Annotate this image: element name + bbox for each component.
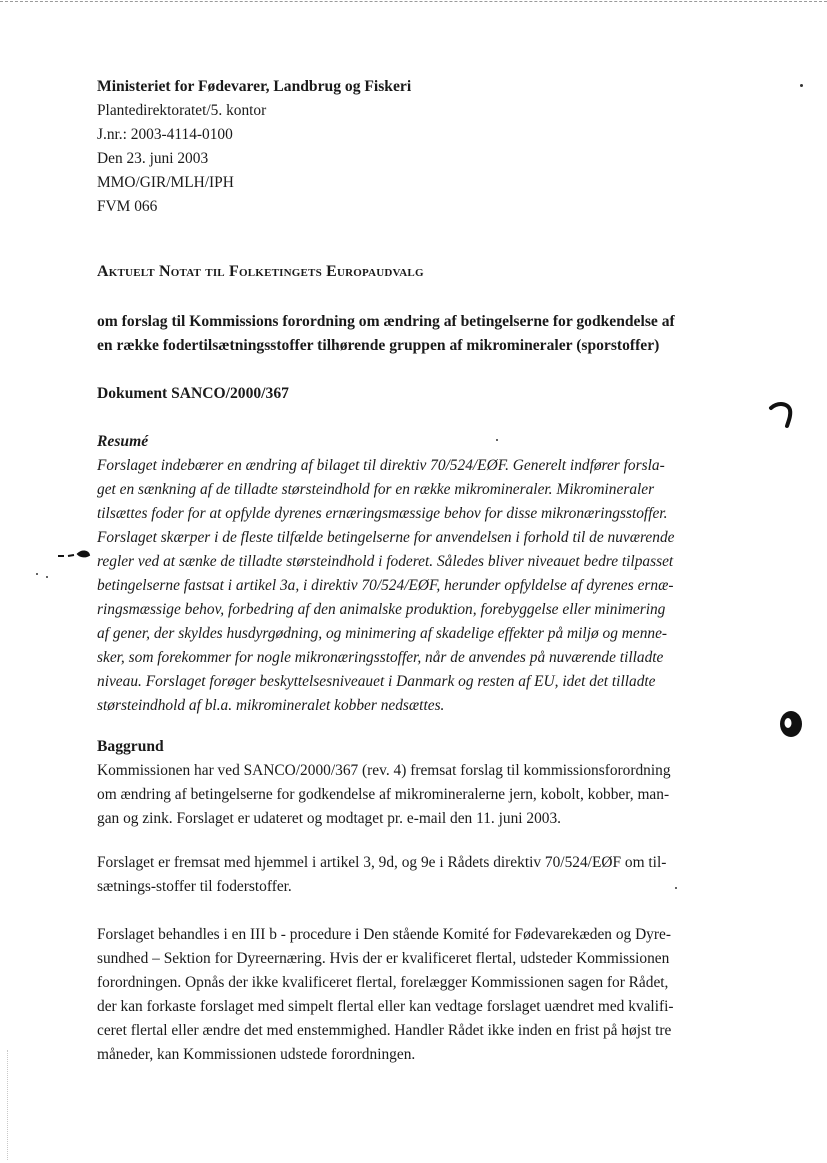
background-section [97,735,737,831]
resume-line: størsteindhold af bl.a. mikromineralet kobber nedsættes. [97,697,445,714]
scan-speck [675,887,677,889]
document-reference: Dokument SANCO/2000/367 [97,385,289,402]
resume-line: Forslaget skærper i de fleste tilfælde betingelserne for anvendelsen i forhold til de nuværende [97,529,675,546]
paragraph-line: om ændring af betingelserne for godkendelse af mikromineralerne jern, kobolt, kobber, man- [97,786,670,803]
scan-speck [496,439,498,441]
document-date: Den 23. juni 2003 [97,150,209,167]
resume-line: get en sænkning af de tilladte størsteindhold for en række mikromineraler. Mikromineraler [97,481,655,498]
scan-speck [800,84,803,87]
resume-heading: Resumé [97,433,149,450]
background-paragraph-2 [97,851,737,899]
scan-speck [46,576,48,578]
author-initials: MMO/GIR/MLH/IPH [97,174,234,191]
background-paragraph-3 [97,923,737,1067]
paragraph-line: gan og zink. Forslaget er udateret og modtaget pr. e-mail den 11. juni 2003. [97,810,562,827]
resume-line: ringsmæssige behov, forbedring af den animalske produktion, forebyggelse eller minimering [97,601,666,618]
punch-mark-top [768,400,798,430]
resume-line: betingelserne fastsat i artikel 3a, i direktiv 70/524/EØF, herunder opfyldelse af dyrenes ernæ- [97,577,674,594]
paragraph-line: Forslaget er fremsat med hjemmel i artikel 3, 9d, og 9e i Rådets direktiv 70/524/EØF om til- [97,854,667,871]
paragraph-line: ceret flertal eller ændre det med enstemmighed. Handler Rådet ikke inden en frist på højst tre [97,1022,672,1039]
resume-line: tilsættes foder for at opfylde dyrenes ernæringsmæssige behov for disse mikronæringsstoffer. [97,505,668,522]
resume-line: sker, som forekommer for nogle mikronæringsstoffer, når de anvendes på nuværende tilladte [97,649,664,666]
resume-line: niveau. Forslaget forøger beskyttelsesniveauet i Danmark og resten af EU, idet det tilladte [97,673,656,690]
paragraph-line: forordningen. Opnås der ikke kvalificeret flertal, forelægger Kommissionen sagen for Rådet, [97,974,669,991]
margin-scribble [56,548,92,562]
paragraph-line: Forslaget behandles i en III b - procedure i Den stående Komité for Fødevarekæden og Dyre- [97,926,671,943]
paragraph-line: Kommissionen har ved SANCO/2000/367 (rev. 4) fremsat forslag til kommissionsforordning [97,762,671,779]
background-paragraph-1 [97,759,737,831]
resume-line: af gener, der skyldes husdyrgødning, og minimering af skadelige effekter på miljø og menne- [97,625,668,642]
subject-line-1: om forslag til Kommissions forordning om ændring af betingelserne for godkendelse af [97,313,675,330]
letterhead [97,75,737,219]
ministry-name: Ministeriet for Fødevarer, Landbrug og Fiskeri [97,78,412,95]
office-name: Plantedirektoratet/5. kontor [97,102,267,119]
reference-code: FVM 066 [97,198,158,215]
scan-speck [36,573,38,575]
document-title-block [97,259,737,285]
paragraph-line: sundhed – Sektion for Dyreernæring. Hvis der er kvalificeret flertal, udsteder Kommissionen [97,950,670,967]
subject-block [97,310,737,358]
document-reference-block [97,382,737,406]
resume-line: regler ved at sænke de tilladte størsteindhold i foderet. Således bliver niveauet bedre tilpasset [97,553,674,570]
left-edge-line [7,1050,8,1160]
subject-line-2: en række fodertilsætningsstoffer tilhørende gruppen af mikromineraler (sporstoffer) [97,337,660,354]
paragraph-line: der kan forkaste forslaget med simpelt flertal eller kan vedtage forslaget uændret med kvalifi- [97,998,674,1015]
paragraph-line: måneder, kan Kommissionen udstede forordningen. [97,1046,416,1063]
document-title: Aktuelt Notat til Folketingets Europaudvalg [97,263,424,280]
journal-number: J.nr.: 2003-4114-0100 [97,126,233,143]
paragraph-line: sætnings-stoffer til foderstoffer. [97,878,292,895]
punch-hole-bottom [776,708,806,740]
resume-line: Forslaget indebærer en ændring af bilaget til direktiv 70/524/EØF. Generelt indfører forsla- [97,457,665,474]
background-heading: Baggrund [97,738,164,755]
resume-section [97,430,737,718]
top-edge-line [0,1,827,2]
